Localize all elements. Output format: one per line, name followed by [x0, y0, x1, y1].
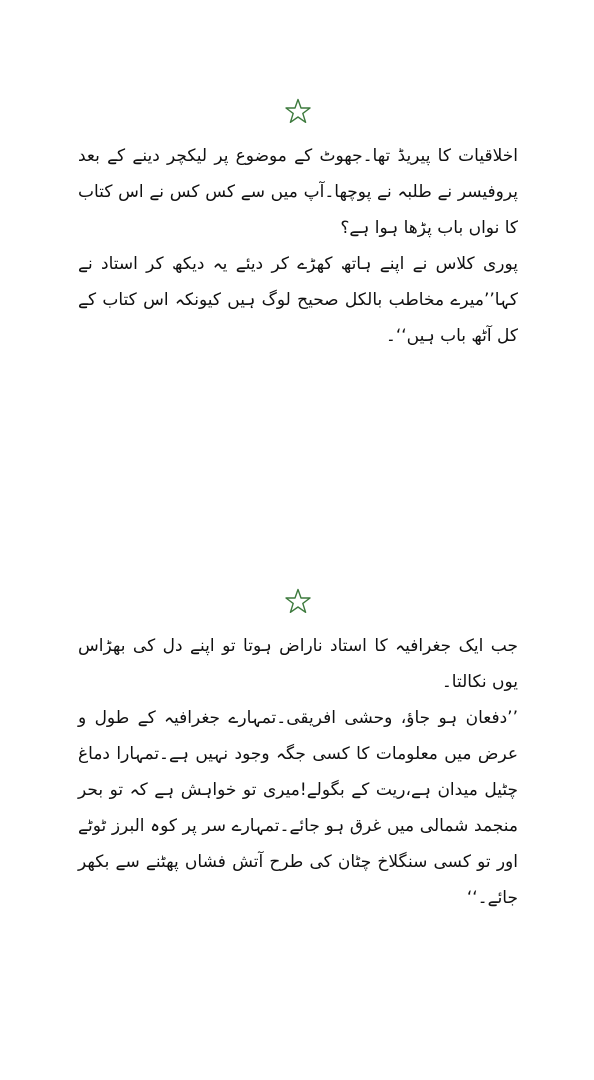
- star-outline-icon: [285, 98, 311, 124]
- joke-section-2: [78, 588, 518, 916]
- star-outline-icon: [285, 588, 311, 614]
- joke-2-paragraph-2: ’’دفعان ہو جاؤ، وحشی افریقی۔تمہارے جغرافیہ کے طول و عرض میں معلومات کا کسی جگہ وجود نہیں ہے۔تمہارا دماغ چٹیل میدان ہے،ریت کے بگولے!میری تو خواہش ہے کہ تو بحر منجمد شمالی میں غرق ہو جائے۔تمہارے سر پر کوہ البرز ٹوٹے اور تو کسی سنگلاخ چٹان کی طرح آتش فشاں پھٹنے سے بکھر جائے۔‘‘: [78, 708, 518, 908]
- joke-1-paragraph-1: اخلاقیات کا پیریڈ تھا۔جھوٹ کے موضوع پر لیکچر دینے کے بعد پروفیسر نے طلبہ نے پوچھا۔آپ میں سے کس کس نے اس کتاب کا نواں باب پڑھا ہوا ہے؟: [78, 146, 518, 238]
- joke-section-1: [78, 98, 518, 354]
- joke-1-paragraph-2: پوری کلاس نے اپنے ہاتھ کھڑے کر دیئے یہ دیکھ کر استاد نے کہا’’میرے مخاطب بالکل صحیح لوگ ہیں کیونکہ اس کتاب کے کل آٹھ باب ہیں‘‘۔: [78, 254, 518, 346]
- joke-2-paragraph-1: جب ایک جغرافیہ کا استاد ناراض ہوتا تو اپنے دل کی بھڑاس یوں نکالتا۔: [78, 636, 518, 692]
